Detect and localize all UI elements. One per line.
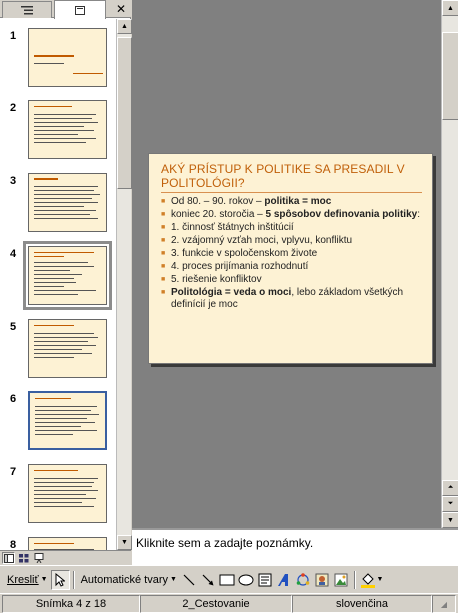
bullet-item: ■ koniec 20. storočia – 5 spôsobov definovania politiky: xyxy=(161,209,422,221)
slide-thumbnail[interactable] xyxy=(28,173,107,232)
chevron-down-icon: ▼ xyxy=(376,576,384,583)
status-slide-position: Snímka 4 z 18 xyxy=(2,595,140,613)
scrollbar-thumb[interactable] xyxy=(442,32,458,120)
bullet-item: ■ Od 80. – 90. rokov – politika = moc xyxy=(161,196,422,208)
bullet-item: ■ Politológia = veda o moci, lebo základom všetkých definícií je moc xyxy=(161,287,422,311)
scroll-up-button[interactable] xyxy=(442,0,458,16)
notes-pane[interactable] xyxy=(132,528,458,565)
thumbnail-row[interactable] xyxy=(0,464,116,530)
arrow-tool-button[interactable] xyxy=(199,570,218,590)
close-icon: ✕ xyxy=(115,2,127,16)
autoshapes-label: Automatické tvary xyxy=(80,573,168,586)
thumbnail-row[interactable] xyxy=(0,391,116,457)
thumbnail-number: 6 xyxy=(10,393,17,405)
line-tool-button[interactable] xyxy=(180,570,199,590)
slide-thumbnail[interactable] xyxy=(28,100,107,159)
bullet-item: ■ 4. proces prijímania rozhodnutí xyxy=(161,261,422,273)
slide-body[interactable] xyxy=(161,196,422,311)
picture-icon xyxy=(334,573,348,587)
toolbar-separator xyxy=(354,571,356,589)
slide-scrollbar[interactable] xyxy=(441,0,458,528)
slideshow-button[interactable] xyxy=(32,552,45,564)
current-slide[interactable] xyxy=(148,153,433,364)
next-slide-button[interactable] xyxy=(442,496,458,512)
bullet-item: ■ 5. riešenie konfliktov xyxy=(161,274,422,286)
bullet-item: ■ 3. funkcie v spoločenskom živote xyxy=(161,248,422,260)
title-rule xyxy=(161,192,422,193)
bullet-item: ■ 1. činnosť štátnych inštitúcií xyxy=(161,222,422,234)
drawing-toolbar xyxy=(0,565,458,593)
clipart-button[interactable] xyxy=(313,570,332,590)
slide-sorter-icon xyxy=(19,554,29,563)
slide-title[interactable]: AKÝ PRÍSTUP K POLITIKE SA PRESADIL V POLITOLÓGII? xyxy=(161,162,405,190)
diagram-icon xyxy=(296,573,310,587)
normal-view-button[interactable] xyxy=(2,552,15,564)
resize-grip-icon: ◢ xyxy=(440,599,448,609)
previous-slide-button[interactable] xyxy=(442,480,458,496)
rectangle-tool-button[interactable] xyxy=(218,570,237,590)
oval-tool-button[interactable] xyxy=(237,570,256,590)
arrow-up-icon: ▲ xyxy=(447,4,454,12)
scroll-down-button[interactable] xyxy=(442,512,458,528)
arrow-down-icon: ▼ xyxy=(121,539,128,546)
double-arrow-down-icon: ⏷ xyxy=(447,500,454,507)
slide-thumbnail-selected[interactable] xyxy=(28,246,107,305)
oval-icon xyxy=(238,574,254,586)
diagram-button[interactable] xyxy=(294,570,313,590)
autoshapes-menu-button[interactable] xyxy=(78,569,180,591)
slide-thumbnail[interactable] xyxy=(28,28,107,87)
slide-thumbnail[interactable] xyxy=(28,391,107,450)
slide-editing-area xyxy=(132,0,441,528)
tab-slides[interactable] xyxy=(54,0,106,19)
slide-thumbnail[interactable] xyxy=(28,464,107,523)
notes-placeholder[interactable]: Kliknite sem a zadajte poznámky. xyxy=(136,536,314,550)
status-design-template: 2_Cestovanie xyxy=(140,595,292,613)
thumbnails-scrollbar[interactable] xyxy=(116,19,131,550)
paint-bucket-icon xyxy=(360,572,376,588)
slides-icon xyxy=(75,6,85,15)
wordart-icon xyxy=(277,573,291,587)
chevron-down-icon: ▼ xyxy=(170,576,177,583)
clipart-icon xyxy=(315,573,329,587)
slide-sorter-button[interactable] xyxy=(17,552,30,564)
draw-menu-button[interactable] xyxy=(4,569,51,591)
outline-icon xyxy=(21,6,33,15)
thumbnail-row[interactable] xyxy=(0,173,116,239)
wordart-button[interactable] xyxy=(275,570,294,590)
scroll-up-button[interactable] xyxy=(117,19,132,34)
thumbnail-number: 4 xyxy=(10,248,17,260)
thumbnail-number: 7 xyxy=(10,466,17,478)
close-pane-button[interactable] xyxy=(114,2,128,16)
insert-picture-button[interactable] xyxy=(332,570,351,590)
thumbnail-number: 1 xyxy=(10,30,17,42)
textbox-tool-button[interactable] xyxy=(256,570,275,590)
arrow-up-icon: ▲ xyxy=(121,23,128,30)
normal-view-icon xyxy=(4,554,14,563)
thumbnail-row[interactable] xyxy=(0,100,116,166)
view-switcher xyxy=(0,550,131,565)
select-objects-button[interactable] xyxy=(51,570,70,590)
resize-grip[interactable] xyxy=(432,595,456,613)
fill-color-button[interactable] xyxy=(359,570,385,590)
rectangle-icon xyxy=(219,574,235,586)
draw-label: Kresliť xyxy=(7,573,39,586)
status-bar xyxy=(0,593,458,613)
pane-tab-strip xyxy=(0,0,131,18)
scroll-down-button[interactable] xyxy=(117,535,132,550)
thumbnail-row-selected[interactable] xyxy=(0,246,116,312)
status-language: slovenčina xyxy=(292,595,432,613)
slides-outline-pane xyxy=(0,0,131,565)
arrow-icon xyxy=(201,573,215,587)
thumbnail-number: 8 xyxy=(10,539,17,550)
bullet-item: ■ 2. vzájomný vzťah moci, vplyvu, konfliktu xyxy=(161,235,422,247)
tab-outline[interactable] xyxy=(2,1,52,18)
pointer-icon xyxy=(55,573,65,587)
slide-thumbnail[interactable] xyxy=(28,537,107,550)
thumbnail-row[interactable] xyxy=(0,319,116,385)
slide-thumbnails xyxy=(0,19,116,550)
thumbnail-number: 3 xyxy=(10,175,17,187)
textbox-icon xyxy=(258,573,272,587)
slide-thumbnail[interactable] xyxy=(28,319,107,378)
thumbnail-number: 2 xyxy=(10,102,17,114)
arrow-down-icon: ▼ xyxy=(447,516,454,524)
thumbnail-row[interactable] xyxy=(0,537,116,550)
toolbar-separator xyxy=(73,571,75,589)
chevron-down-icon: ▼ xyxy=(40,576,48,583)
double-arrow-up-icon: ⏶ xyxy=(447,484,454,491)
thumbnail-number: 5 xyxy=(10,321,17,333)
scrollbar-thumb[interactable] xyxy=(117,37,132,189)
thumbnail-row[interactable] xyxy=(0,28,116,94)
line-icon xyxy=(182,573,196,587)
slideshow-icon xyxy=(34,553,44,563)
